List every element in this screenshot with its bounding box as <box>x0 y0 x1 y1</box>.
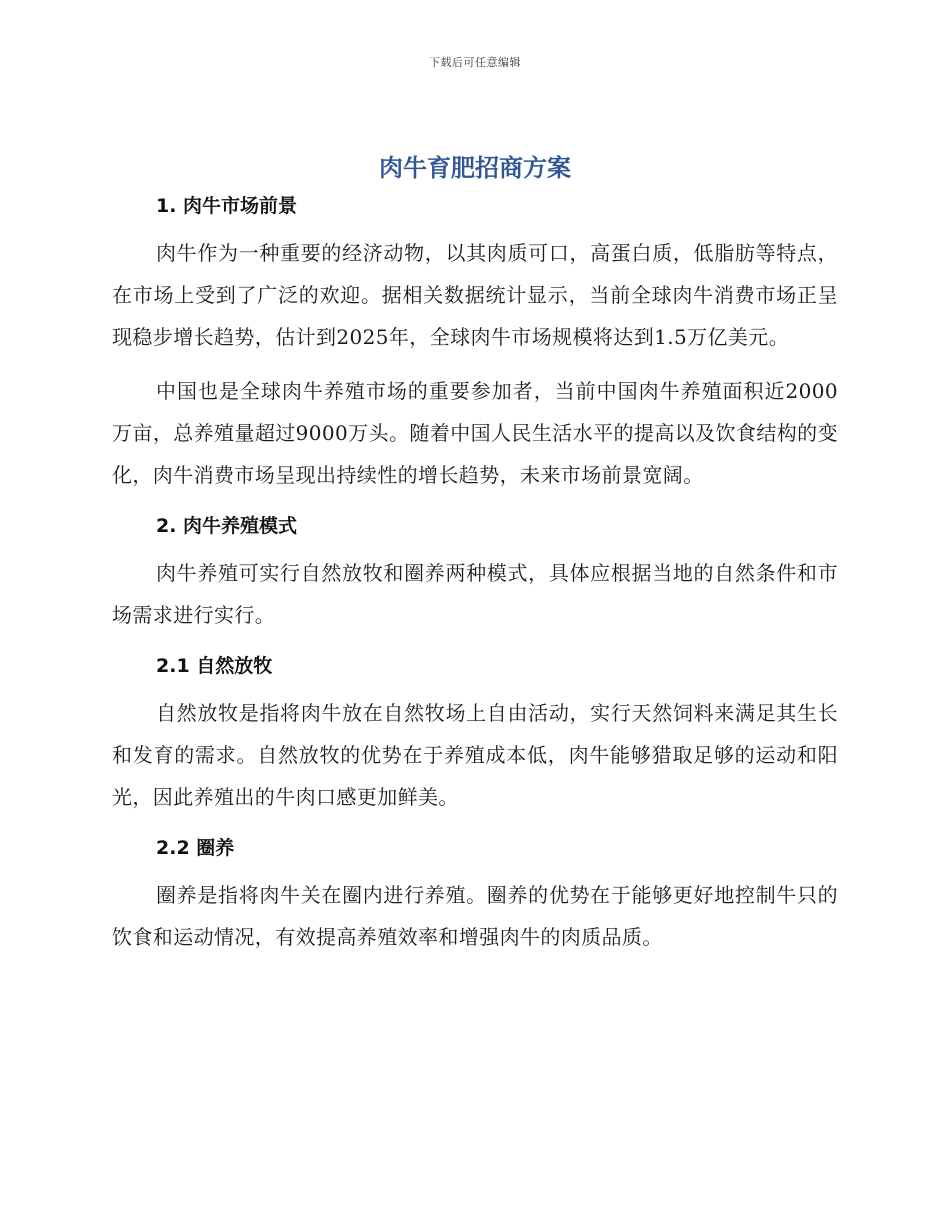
section-heading: 2. 肉牛养殖模式 <box>156 515 298 537</box>
paragraph: 圈养是指将肉牛关在圈内进行养殖。圈养的优势在于能够更好地控制牛只的饮食和运动情况，有效提高养殖效率和增强肉牛的肉质品质。 <box>112 883 838 949</box>
section-heading: 2.1 自然放牧 <box>156 655 273 677</box>
document-title: 肉牛育肥招商方案 <box>379 154 571 182</box>
paragraph: 自然放牧是指将肉牛放在自然牧场上自由活动，实行天然饲料来满足其生长和发育的需求。自然放牧的优势在于养殖成本低，肉牛能够猎取足够的运动和阳光，因此养殖出的牛肉口感更加鲜美。 <box>112 701 838 809</box>
section-natural-grazing <box>112 648 838 818</box>
section-pen-feeding <box>112 830 838 958</box>
section-heading: 1. 肉牛市场前景 <box>156 195 298 217</box>
document-body <box>112 188 838 970</box>
header-note: 下载后可任意编辑 <box>429 56 521 69</box>
section-farming-modes <box>112 508 838 636</box>
section-heading: 2.2 圈养 <box>156 837 235 859</box>
paragraph: 中国也是全球肉牛养殖市场的重要参加者，当前中国肉牛养殖面积近2000万亩，总养殖量超过9000万头。随着中国人民生活水平的提高以及饮食结构的变化，肉牛消费市场呈现出持续性的增长趋势，未来市场前景宽阔。 <box>112 379 838 487</box>
section-market-outlook <box>112 188 838 496</box>
paragraph: 肉牛养殖可实行自然放牧和圈养两种模式，具体应根据当地的自然条件和市场需求进行实行。 <box>112 561 838 627</box>
paragraph: 肉牛作为一种重要的经济动物，以其肉质可口，高蛋白质，低脂肪等特点，在市场上受到了广泛的欢迎。据相关数据统计显示，当前全球肉牛消费市场正呈现稳步增长趋势，估计到2025年，全球肉牛市场规模将达到1.5万亿美元。 <box>112 241 838 349</box>
